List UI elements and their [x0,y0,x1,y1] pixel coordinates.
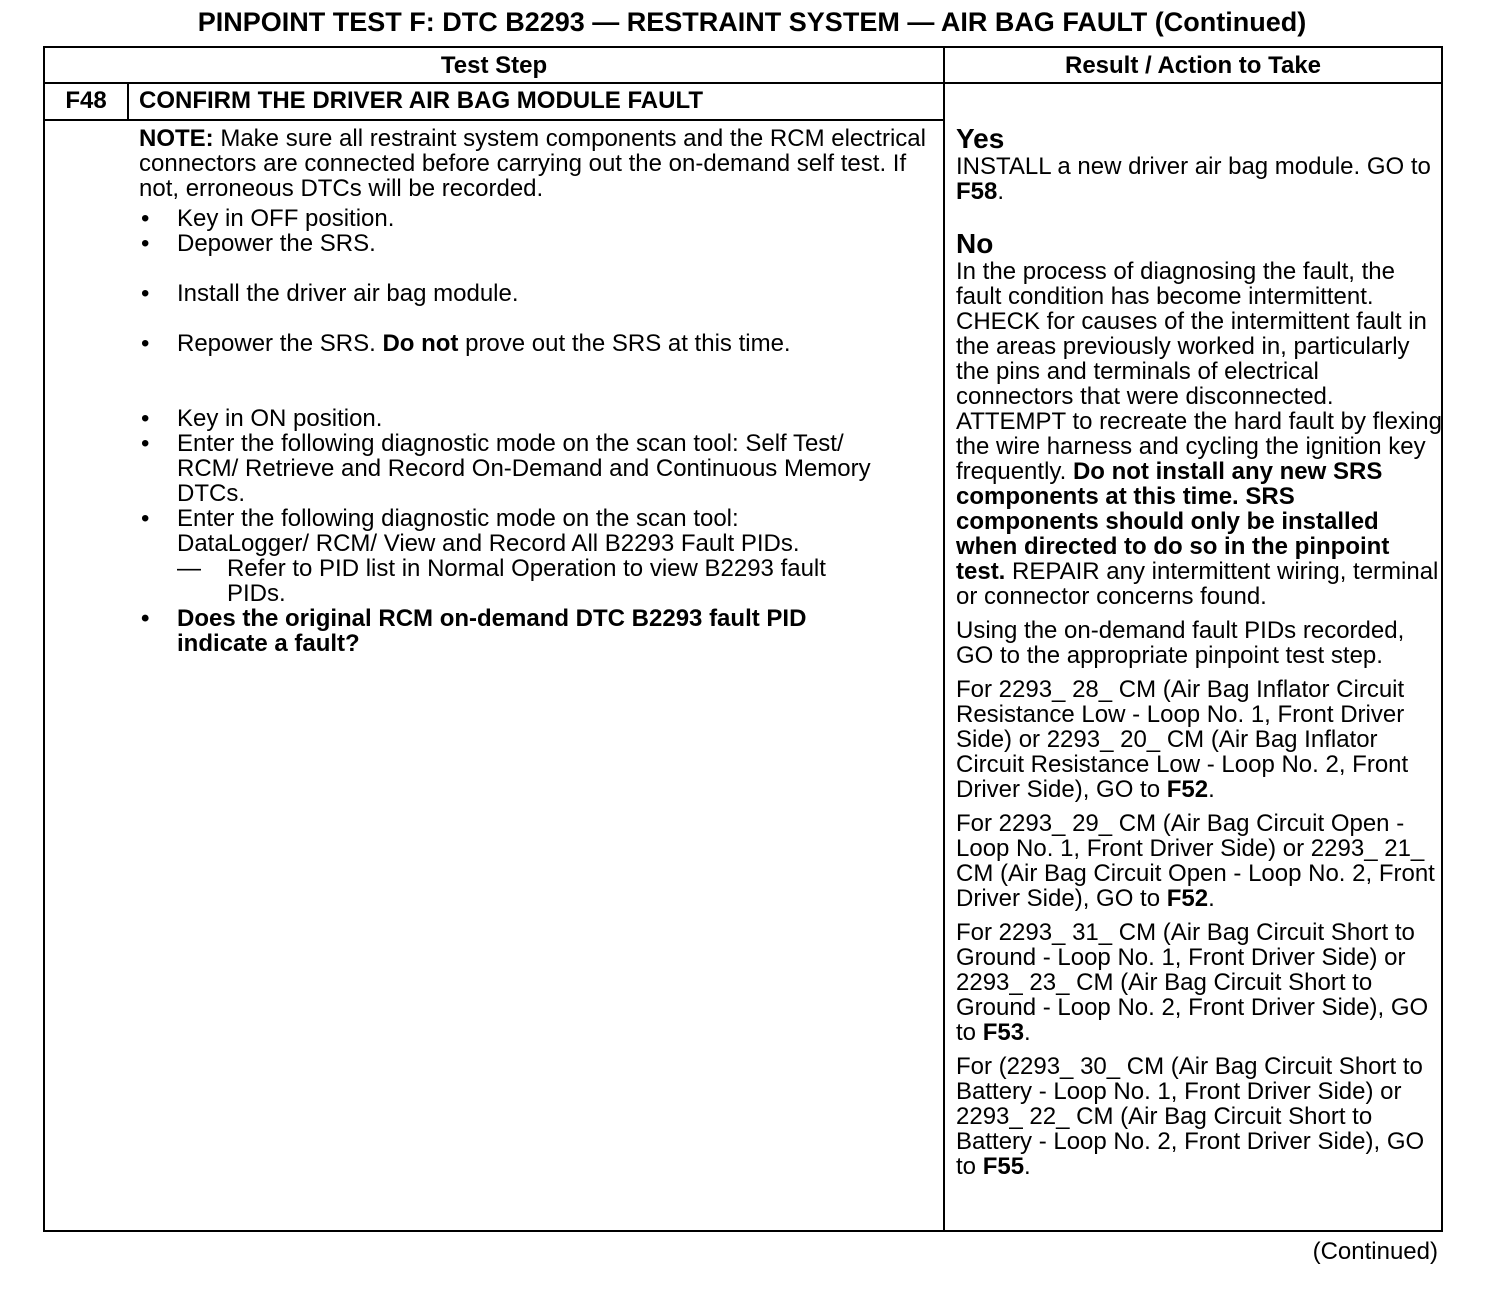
no-text-1: In the process of diagnosing the fault, the fault condition has become intermittent. CHECK for causes of the intermittent fault in the areas previously worked in, particularly the pins and terminals of electrical connectors that were disconnected. ATTEMPT to recreate the hard fault by flexing the wire harness and cycling the ignition key frequently. [956,258,1442,485]
result-item-4-period: . [1024,1153,1031,1180]
note-text: Make sure all restraint system components and the RCM electrical connectors are connected before carrying out the on-demand self test. If not, erroneous DTCs will be recorded. [139,125,926,202]
result-item-1-period: . [1208,776,1215,803]
yes-text: INSTALL a new driver air bag module. GO to [956,153,1431,180]
bullet-question: • Does the original RCM on-demand DTC B2293 fault PID indicate a fault? [139,606,929,656]
yes-ref: F58 [956,178,998,205]
bullet-datalogger-mode: • Enter the following diagnostic mode on the scan tool: DataLogger/ RCM/ View and Record All B2293 Fault PIDs. [139,506,929,556]
column-divider [943,48,945,1230]
repower-do-not: Do not [382,330,459,357]
note [139,126,929,201]
result-item-4-text: For (2293_ 30_ CM (Air Bag Circuit Short to Battery - Loop No. 1, Front Driver Side) or 2293_ 22_ CM (Air Bag Circuit Short to Battery - Loop No. 2, Front Driver Side), GO to [956,1053,1425,1180]
header-divider [45,82,1441,84]
yes-action [956,154,1442,204]
result-item-4-ref: F55 [982,1153,1025,1180]
bullet-install-module: • Install the driver air bag module. [139,281,929,306]
dash-refer-pid-list: — Refer to PID list in Normal Operation to view B2293 fault PIDs. [139,556,929,606]
bullet-repower [139,331,929,356]
page-title: PINPOINT TEST F: DTC B2293 — RESTRAINT SYSTEM — AIR BAG FAULT (Continued) [197,7,1307,37]
result-item-3-text: For 2293_ 31_ CM (Air Bag Circuit Short to Ground - Loop No. 1, Front Driver Side) or 2293_ 23_ CM (Air Bag Circuit Short to Ground - Loop No. 2, Front Driver Side), GO to [956,919,1429,1046]
result-item-2 [956,811,1442,911]
no-label: No [956,228,994,259]
bullet-depower: • Depower the SRS. [139,231,929,256]
no-action [956,259,1442,609]
pinpoint-test-table [43,46,1443,1232]
yes-period: . [997,178,1005,205]
step-title: CONFIRM THE DRIVER AIR BAG MODULE FAULT [139,87,703,114]
result-body [956,124,1442,1179]
using-fault-pids: Using the on-demand fault PIDs recorded, GO to the appropriate pinpoint test step. [956,617,1405,669]
repower-text: Repower the SRS. [177,330,376,357]
result-item-1 [956,677,1442,802]
note-label: NOTE: [139,125,214,152]
bullet-key-on: • Key in ON position. [139,406,929,431]
result-item-3-ref: F53 [982,1019,1025,1046]
result-item-1-ref: F52 [1166,776,1209,803]
step-number: F48 [65,87,107,114]
result-item-2-ref: F52 [1166,885,1209,912]
bullet-key-off: • Key in OFF position. [139,206,929,231]
continued-footer: (Continued) [1312,1238,1438,1265]
no-text-2: REPAIR any intermittent wiring, terminal or connector concerns found. [956,558,1439,610]
result-item-3 [956,920,1442,1045]
result-item-4 [956,1054,1442,1179]
column-header-result: Result / Action to Take [1064,52,1322,79]
result-item-1-text: For 2293_ 28_ CM (Air Bag Inflator Circuit Resistance Low - Loop No. 1, Front Driver Side) or 2293_ 20_ CM (Air Bag Inflator Circuit Resistance Low - Loop No. 2, Front Driver Side), GO to [956,676,1409,803]
no-bold-warning: Do not install any new SRS components at this time. SRS components should only be installed when directed to do so in the pinpoint test. [956,458,1390,585]
bullet-self-test-mode: • Enter the following diagnostic mode on the scan tool: Self Test/ RCM/ Retrieve and Record On-Demand and Continuous Memory DTCs. [139,431,929,506]
repower-rest: prove out the SRS at this time. [458,330,791,357]
result-item-2-text: For 2293_ 29_ CM (Air Bag Circuit Open - Loop No. 1, Front Driver Side) or 2293_ 21_ CM (Air Bag Circuit Open - Loop No. 2, Front Driver Side), GO to [956,810,1435,912]
step-number-divider [127,84,129,120]
step-title-divider [45,119,943,121]
result-item-3-period: . [1024,1019,1031,1046]
column-header-test-step: Test Step [440,52,548,79]
result-item-2-period: . [1208,885,1215,912]
yes-label: Yes [956,123,1005,154]
test-step-body [139,126,929,656]
